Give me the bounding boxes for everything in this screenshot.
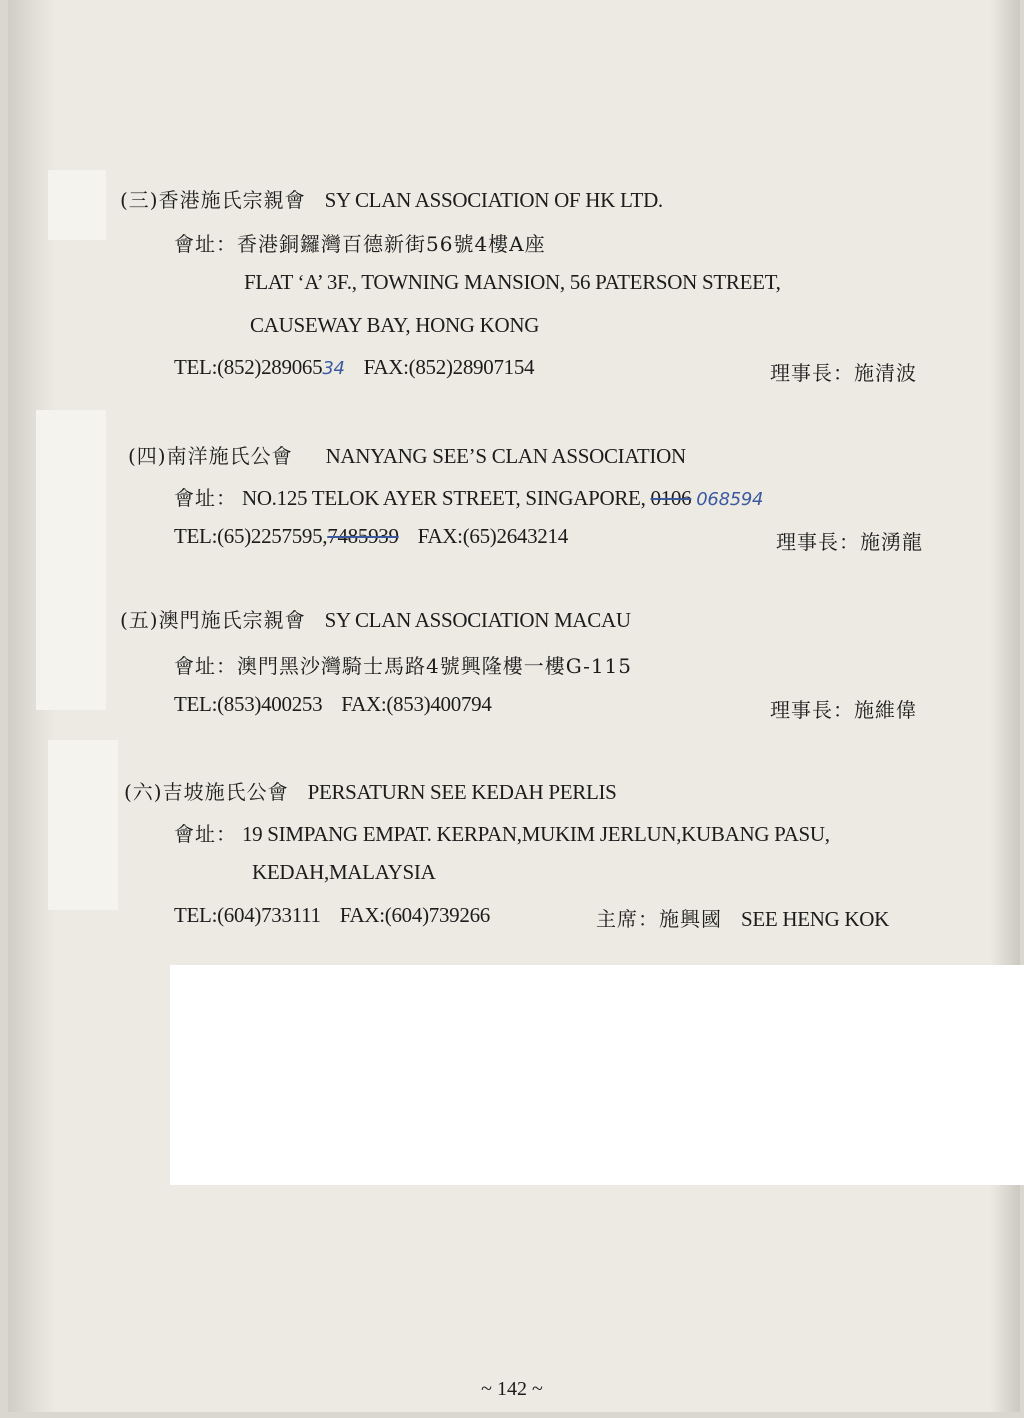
tel: TEL:(65)2257595, (174, 524, 328, 548)
address-line (174, 650, 632, 679)
heading-zh: (四)南洋施氏公會 (128, 444, 293, 468)
heading-en: SY CLAN ASSOCIATION OF HK LTD. (324, 188, 663, 212)
fax: FAX:(852)28907154 (363, 355, 535, 379)
role: 理事長：施維偉 (770, 698, 917, 722)
fax: FAX:(65)2643214 (417, 524, 568, 548)
handwritten-postcode: 068594 (696, 489, 764, 510)
heading-zh: (三)香港施氏宗親會 (120, 188, 306, 212)
role-line (596, 903, 889, 932)
tel: TEL:(852)289065 (174, 355, 323, 379)
address-zh: 香港銅鑼灣百德新街56號4樓A座 (237, 232, 546, 256)
address-en: 19 SIMPANG EMPAT. KERPAN,MUKIM JERLUN,KUBANG PASU, (241, 822, 830, 846)
address-label: 會址： (174, 232, 237, 256)
struck-postcode: 0106 (650, 486, 692, 510)
heading-zh: (五)澳門施氏宗親會 (120, 608, 306, 632)
heading-en: NANYANG SEE’S CLAN ASSOCIATION (325, 444, 686, 468)
entry-heading (124, 776, 617, 805)
page-number: ~ 142 ~ (481, 1378, 543, 1400)
fax: FAX:(604)739266 (339, 903, 490, 927)
address-en-line: KEDAH,MALAYSIA (252, 860, 436, 884)
role: 理事長：施清波 (770, 361, 917, 385)
tape-patch (36, 410, 106, 710)
contact-line (174, 355, 534, 380)
blank-area (170, 965, 1024, 1185)
tape-patch (48, 740, 118, 910)
page-edge-shadow (990, 0, 1020, 1412)
entry-heading (128, 440, 686, 469)
heading-en-text: SY CLAN ASSOCIATION MACAU (324, 608, 631, 632)
heading-en (325, 608, 631, 632)
address-line (174, 482, 763, 511)
tel: TEL:(604)733111 (174, 903, 321, 927)
address-label: 會址： (174, 822, 237, 846)
tape-patch (48, 170, 106, 240)
address-line (174, 818, 830, 847)
address-en-line: FLAT ‘A’ 3F., TOWNING MANSION, 56 PATERSON STREET, (244, 270, 781, 294)
address-en: NO.125 TELOK AYER STREET, SINGAPORE, (241, 486, 646, 510)
address-label: 會址： (174, 654, 237, 678)
tel: TEL:(853)400253 (174, 692, 323, 716)
address-zh: 澳門黑沙灣騎士馬路4號興隆樓一樓G-115 (237, 654, 633, 678)
role-en: SEE HENG KOK (740, 907, 890, 931)
role: 理事長：施湧龍 (776, 530, 923, 554)
fax: FAX:(853)400794 (341, 692, 492, 716)
contact-line (174, 692, 492, 717)
address-en-line: CAUSEWAY BAY, HONG KONG (250, 313, 540, 337)
address-line (174, 228, 546, 257)
address-label: 會址： (174, 486, 237, 510)
entry-heading (120, 604, 631, 633)
entry-heading (120, 184, 663, 213)
role: 主席：施興國 (596, 907, 722, 931)
handwritten-correction: 34 (322, 358, 345, 379)
contact-line (174, 524, 568, 549)
contact-line (174, 903, 490, 928)
struck-tel: 7485939 (327, 524, 399, 548)
heading-zh: (六)吉坡施氏公會 (124, 780, 289, 804)
heading-en: PERSATURN SEE KEDAH PERLIS (307, 780, 617, 804)
